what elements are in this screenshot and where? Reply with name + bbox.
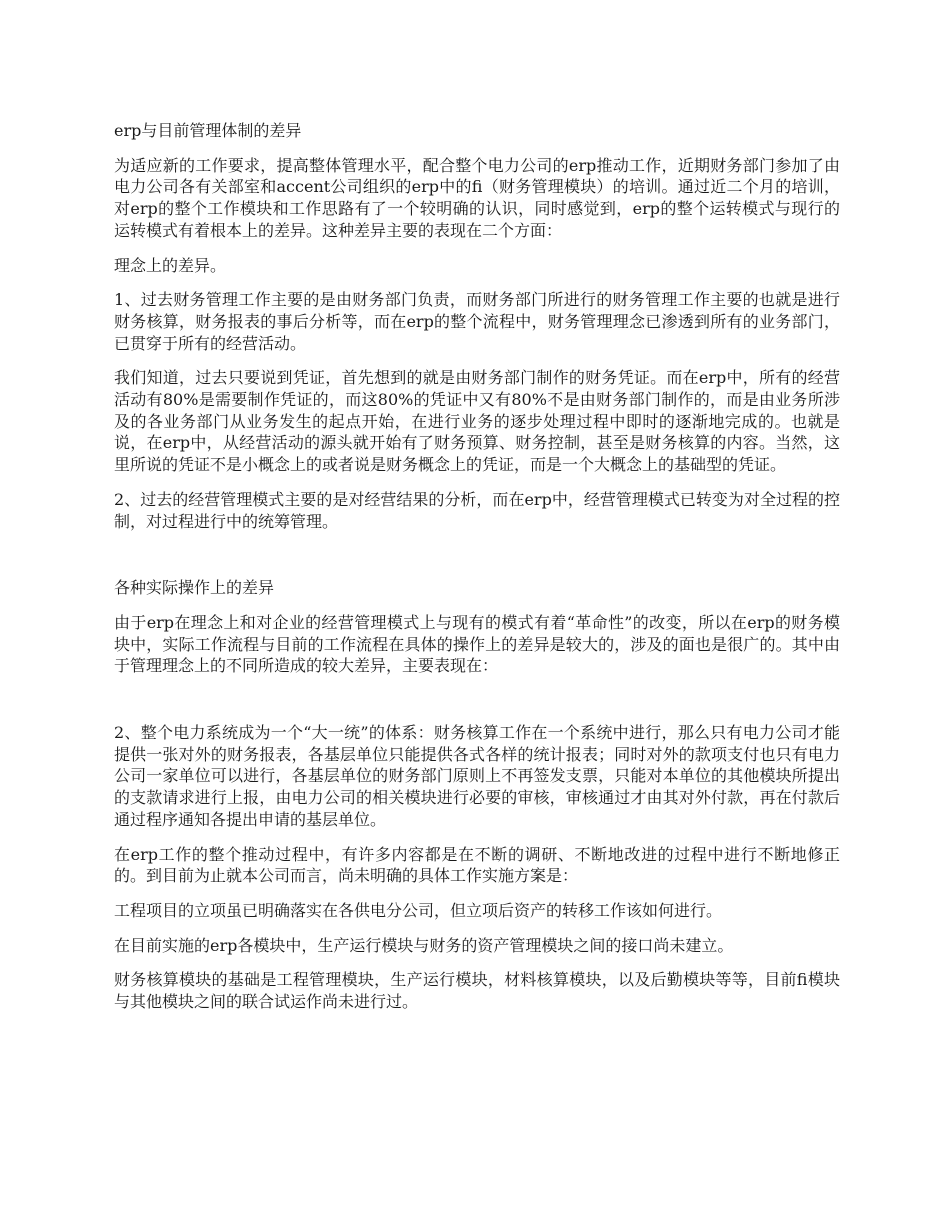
issue2-paragraph: 在目前实施的erp各模块中，生产运行模块与财务的资产管理模块之间的接口尚未建立。 [114,935,734,955]
section1-title: erp与目前管理体制的差异 [114,121,302,140]
voucher-paragraph: 我们知道，过去只要说到凭证，首先想到的就是由财务部门制作的财务凭证。而在erp中，所有的经营活动有80%是需要制作凭证的，而这80%的凭证中又有80%不是由财务部门制作的，而是由业务所涉及的各业务部门从业务发生的起点开始，在进行业务的逐步处理过程中即时的逐渐地完成的。也就是说，在erp中，从经营活动的源头就开始有了财务预算、财务控制，甚至是财务核算的内容。当然，这里所说的凭证不是小概念上的或者说是财务概念上的凭证，而是一个大概念上的基础型的凭证。 [114,368,840,475]
point1-paragraph: 1、过去财务管理工作主要的是由财务部门负责，而财务部门所进行的财务管理工作主要的也就是进行财务核算，财务报表的事后分析等，而在erp的整个流程中，财务管理理念已渗透到所有的业务部门，已贯穿于所有的经营活动。 [114,290,840,353]
operations-point2-paragraph: 2、整个电力系统成为一个“大一统”的体系：财务核算工作在一个系统中进行，那么只有电力公司才能提供一张对外的财务报表，各基层单位只能提供各式各样的统计报表；同时对外的款项支付也只有电力公司一家单位可以进行，各基层单位的财务部门原则上不再签发支票，只能对本单位的其他模块所提出的支款请求进行上报，由电力公司的相关模块进行必要的审核，审核通过才由其对外付款，再在付款后通过程序通知各提出申请的基层单位。 [114,723,840,829]
spacer [114,545,840,577]
subsection2-title: 各种实际操作上的差异 [114,578,275,598]
document-body [114,120,840,1026]
operations-intro-paragraph: 由于erp在理念上和对企业的经营管理模式上与现有的模式有着“革命性”的改变，所以在erp的财务模块中，实际工作流程与目前的工作流程在具体的操作上的差异是较大的，涉及的面也是很广的。其中由于管理理念上的不同所造成的较大差异，主要表现在： [114,612,840,676]
spacer [114,690,840,722]
subsection1-title: 理念上的差异。 [114,255,227,275]
issue1-paragraph: 工程项目的立项虽已明确落实在各供电分公司，但立项后资产的转移工作该如何进行。 [114,900,723,920]
point2-paragraph: 2、过去的经营管理模式主要的是对经营结果的分析，而在erp中，经营管理模式已转变为对全过程的控制，对过程进行中的统筹管理。 [114,489,840,531]
intro-paragraph: 为适应新的工作要求，提高整体管理水平，配合整个电力公司的erp推动工作，近期财务部门参加了由电力公司各有关部室和accent公司组织的erp中的fi（财务管理模块）的培训。通过近二个月的培训，对erp的整个工作模块和工作思路有了一个较明确的认识，同时感觉到，erp的整个运转模式与现行的运转模式有着根本上的差异。这种差异主要的表现在二个方面： [114,155,840,240]
issue3-paragraph: 财务核算模块的基础是工程管理模块，生产运行模块，材料核算模块，以及后勤模块等等，目前fi模块与其他模块之间的联合试运作尚未进行过。 [114,970,840,1012]
progress-paragraph: 在erp工作的整个推动过程中，有许多内容都是在不断的调研、不断地改进的过程中进行不断地修正的。到目前为止就本公司而言，尚未明确的具体工作实施方案是： [114,844,840,886]
